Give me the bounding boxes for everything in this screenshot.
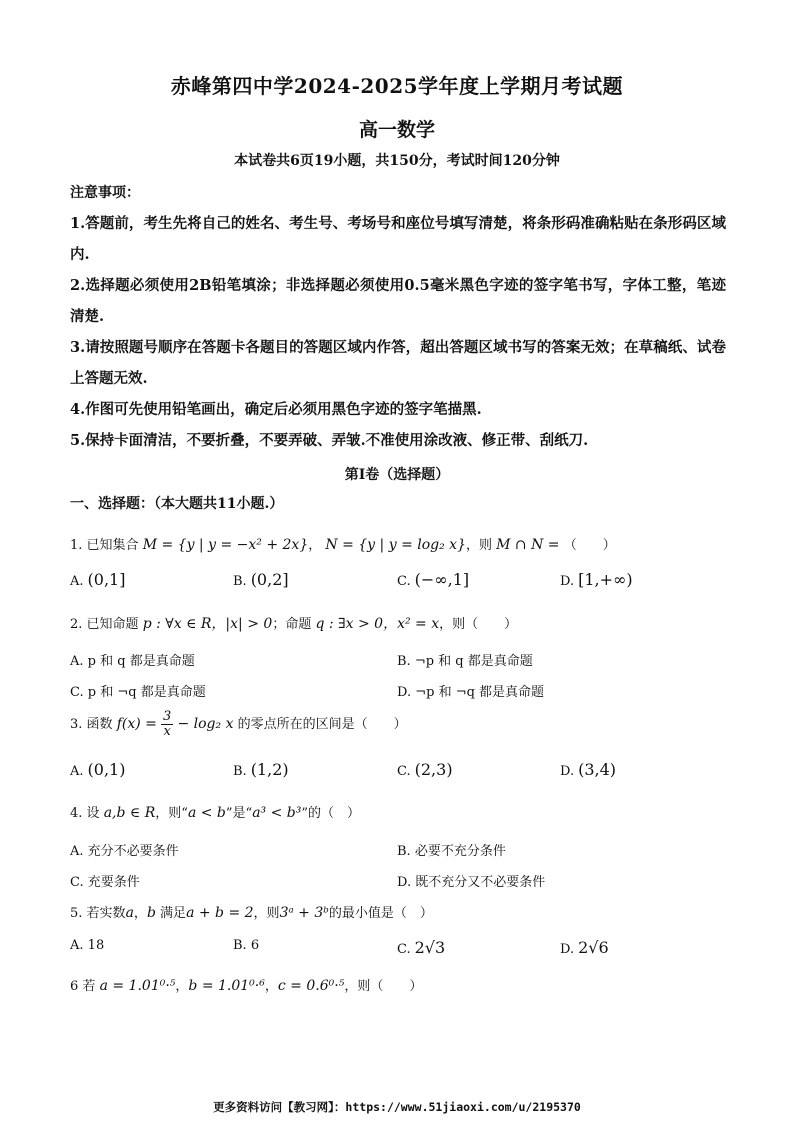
- question-number: 5.: [70, 906, 83, 921]
- question-text: ”的（ ）: [301, 806, 361, 821]
- option-value: (3,4): [578, 760, 617, 779]
- option-c: [397, 570, 469, 589]
- option-value: [1,+∞): [578, 570, 633, 589]
- value-c: c = 0.6⁰·⁵: [277, 978, 345, 994]
- option-value: ¬p 和 ¬q 都是真命题: [415, 685, 545, 700]
- option-label: B.: [397, 654, 411, 669]
- footer-link[interactable]: 更多资料访问【教习网】：https://www.51jiaoxi.com/u/2195370: [213, 1100, 581, 1114]
- answer-blank: ，则（ ）: [439, 617, 518, 632]
- exam-title: 赤峰第四中学2024-2025学年度上学期月考试题: [170, 74, 624, 98]
- notice-item-1: 1.答题前，考生先将自己的姓名、考生号、考场号和座位号填写清楚，将条形码准确粘贴在条形码区域内.: [70, 215, 726, 263]
- option-d: [397, 871, 545, 890]
- option-value: p 和 ¬q 都是真命题: [87, 685, 206, 700]
- question-text: ，则: [253, 906, 280, 921]
- question-4-options-row-1: [70, 840, 730, 864]
- option-label: C.: [70, 685, 84, 700]
- option-value: 2√3: [414, 938, 446, 957]
- option-value: 18: [87, 938, 105, 953]
- question-3: [70, 710, 730, 739]
- option-label: C.: [397, 942, 411, 957]
- answer-blank: ，则（ ）: [344, 979, 423, 994]
- option-b: [233, 570, 289, 589]
- question-6: [70, 975, 730, 994]
- option-label: D.: [560, 764, 575, 779]
- question-text: ，则“: [155, 806, 188, 821]
- question-text: 已知命题: [86, 617, 139, 632]
- option-d: [397, 681, 544, 700]
- question-2: [70, 613, 730, 633]
- question-3-options: [70, 760, 730, 784]
- condition: a + b = 2: [186, 905, 254, 921]
- option-value: (−∞,1]: [414, 570, 470, 589]
- fraction-numerator: 3: [163, 709, 172, 724]
- value-a: a = 1.01⁰·⁵: [99, 978, 176, 994]
- question-4-options-row-2: [70, 871, 730, 895]
- question-5-options: [70, 938, 730, 962]
- option-value: 必要不充分条件: [414, 844, 506, 859]
- option-a: [70, 650, 195, 669]
- option-value: (0,1): [87, 760, 126, 779]
- option-value: (2,3): [414, 760, 453, 779]
- log-term: − log₂ x: [177, 716, 234, 732]
- option-label: B.: [233, 938, 247, 953]
- option-value: (1,2): [250, 760, 289, 779]
- question-2-options-row-1: [70, 650, 730, 674]
- option-c: [70, 871, 140, 890]
- question-text: 已知集合: [86, 538, 139, 553]
- option-value: 充分不必要条件: [87, 844, 179, 859]
- question-number: 4.: [70, 806, 83, 821]
- option-label: A.: [70, 654, 84, 669]
- option-c: [397, 938, 445, 957]
- fraction-denominator: x: [163, 724, 171, 739]
- question-text: 若实数: [86, 906, 126, 921]
- option-a: [70, 570, 125, 589]
- option-c: [397, 760, 453, 779]
- exam-info: 本试卷共6页19小题，共150分，考试时间120分钟: [234, 153, 560, 169]
- option-d: [560, 938, 609, 957]
- option-label: B.: [233, 574, 247, 589]
- option-value: (0,2]: [250, 570, 289, 589]
- option-label: A.: [70, 764, 84, 779]
- target-expression: 3ᵃ + 3ᵇ: [279, 905, 329, 921]
- question-text: 的最小值是（ ）: [328, 906, 433, 921]
- function-name: f(x) =: [116, 716, 157, 732]
- question-text: 设: [86, 806, 100, 821]
- question-1-options: [70, 570, 730, 594]
- question-text: ”是“: [225, 806, 253, 821]
- option-label: C.: [397, 574, 411, 589]
- option-value: p 和 q 都是真命题: [87, 654, 195, 669]
- value-b: b = 1.01⁰·⁶: [188, 978, 265, 994]
- question-text: 若: [82, 979, 96, 994]
- option-d: [560, 570, 633, 589]
- question-text: ，则: [465, 538, 492, 553]
- fraction: [161, 710, 173, 739]
- option-value: 2√6: [578, 938, 609, 957]
- option-b: [397, 840, 506, 859]
- option-value: ¬p 和 q 都是真命题: [414, 654, 533, 669]
- option-c: [70, 681, 206, 700]
- option-label: A.: [70, 844, 84, 859]
- condition-2: a³ < b³: [252, 805, 302, 821]
- option-b: [233, 938, 259, 953]
- variable-b: b: [146, 905, 156, 921]
- notice-heading: 注意事项：: [70, 185, 140, 201]
- question-5: [70, 902, 730, 921]
- proposition-q: q : ∃x > 0，x² = x: [315, 616, 440, 632]
- question-text: ；命题: [272, 617, 312, 632]
- option-label: A.: [70, 574, 84, 589]
- question-text: 的零点所在的区间是（ ）: [237, 717, 407, 732]
- question-text: ，: [264, 979, 278, 994]
- option-d: [560, 760, 616, 779]
- proposition-p: p : ∀x ∈ R，|x| > 0: [142, 616, 273, 632]
- option-a: [70, 760, 125, 779]
- option-label: C.: [70, 875, 84, 890]
- condition-1: a < b: [187, 805, 226, 821]
- question-4: [70, 802, 730, 821]
- question-number: 3.: [70, 717, 83, 732]
- option-a: [70, 840, 179, 859]
- option-label: B.: [233, 764, 247, 779]
- question-number: 1.: [70, 538, 83, 553]
- option-label: A.: [70, 938, 84, 953]
- option-a: [70, 938, 104, 953]
- question-number: 2.: [70, 617, 83, 632]
- set-n-expression: N = {y | y = log₂ x}: [325, 537, 466, 553]
- option-value: 既不充分又不必要条件: [415, 875, 546, 890]
- notice-item-2: 2.选择题必须使用2B铅笔填涂；非选择题必须使用0.5毫米黑色字迹的签字笔书写，字体工整，笔迹清楚.: [70, 277, 726, 325]
- question-text: ，: [133, 906, 147, 921]
- set-m-expression: M = {y | y = −x² + 2x}: [142, 537, 309, 553]
- variable-a: a: [125, 905, 134, 921]
- section-title: 第Ⅰ卷（选择题）: [344, 467, 450, 483]
- answer-blank: （ ）: [563, 538, 616, 553]
- option-label: D.: [560, 942, 575, 957]
- question-1: [70, 534, 730, 553]
- option-label: D.: [397, 685, 412, 700]
- exam-subtitle: 高一数学: [358, 119, 435, 141]
- notice-item-3: 3.请按照题号顺序在答题卡各题目的答题区域内作答，超出答题区域书写的答案无效；在草稿纸、试卷上答题无效.: [70, 339, 726, 387]
- question-text: 函数: [86, 717, 113, 732]
- variables: a,b ∈ R: [103, 805, 156, 821]
- intersection-expression: M ∩ N =: [496, 537, 560, 553]
- question-2-options-row-2: [70, 681, 730, 705]
- option-b: [233, 760, 289, 779]
- question-text: 满足: [160, 906, 187, 921]
- option-b: [397, 650, 533, 669]
- question-text: ，: [175, 979, 189, 994]
- option-label: D.: [560, 574, 575, 589]
- option-value: 充要条件: [87, 875, 140, 890]
- option-value: 6: [250, 938, 260, 953]
- option-label: D.: [397, 875, 412, 890]
- notice-item-5: 5.保持卡面清洁，不要折叠，不要弄破、弄皱.不准使用涂改液、修正带、刮纸刀.: [70, 432, 589, 449]
- option-value: (0,1]: [87, 570, 126, 589]
- option-label: B.: [397, 844, 411, 859]
- question-text: ，: [308, 538, 322, 553]
- part-heading: 一、选择题：（本大题共11小题.）: [70, 496, 284, 512]
- question-number: 6: [70, 979, 79, 994]
- option-label: C.: [397, 764, 411, 779]
- notice-item-4: 4.作图可先使用铅笔画出，确定后必须用黑色字迹的签字笔描黑.: [70, 401, 482, 418]
